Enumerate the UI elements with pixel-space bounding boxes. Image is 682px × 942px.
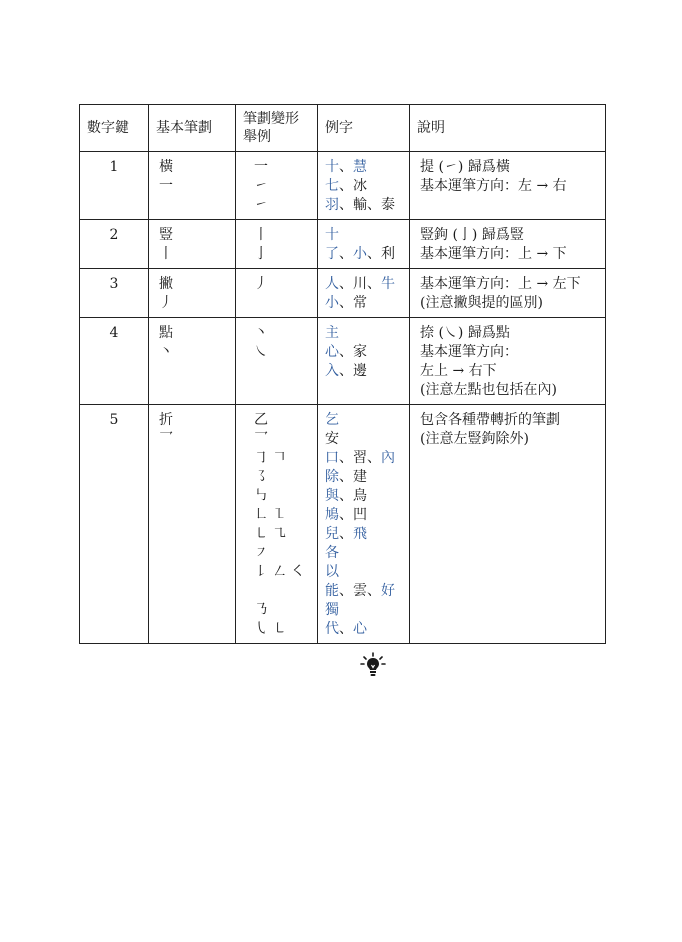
example-char: 雲 [353,583,367,599]
explanation-cell-line: 基本運筆方向： [420,344,518,360]
example-char: 獨 [325,602,339,618]
example-line [325,411,404,430]
example-char: 小 [353,246,367,262]
basic-stroke-cell [149,318,236,405]
example-char: 家 [353,344,367,360]
example-char: 、 [339,159,353,175]
explanation-cell-line: 豎鉤 (亅) 歸爲豎 [420,227,524,243]
example-char: 冰 [353,178,367,194]
example-char: 除 [325,469,339,485]
explanation-cell-line: 包含各種帶轉折的筆劃 [420,412,560,428]
example-char: 鳥 [353,488,367,504]
basic-stroke-cell-line: 丿 [159,295,173,311]
stroke-variant-cell-line: ㇄ ㇈ [254,526,287,542]
example-char: 、 [339,344,353,360]
example-line [325,324,404,343]
number-key-cell: 5 [80,405,149,644]
stroke-variant-cell [236,318,318,405]
example-char: 了 [325,246,339,262]
example-line [325,487,404,506]
example-char: 川 [353,276,367,292]
stroke-variant-cell-line: ㇀ [254,197,268,213]
example-char: 以 [325,564,339,580]
explanation-cell-line: (注意撇與提的區別) [420,295,543,311]
example-char: 、 [367,276,381,292]
example-chars-cell [318,269,410,318]
example-char: 乞 [325,412,339,428]
example-char: 常 [353,295,367,311]
example-line [325,430,404,449]
explanation-cell-line: (注意左豎鉤除外) [420,431,529,447]
basic-stroke-cell [149,405,236,644]
example-char: 飛 [353,526,367,542]
example-char: 能 [325,583,339,599]
example-char: 小 [325,295,339,311]
table-row [80,405,606,644]
stroke-variant-cell-line: ㇇ [254,545,268,561]
example-char: 牛 [381,276,395,292]
number-key-cell: 2 [80,220,149,269]
example-char: 、 [339,178,353,194]
explanation-cell [410,220,606,269]
example-char: 七 [325,178,339,194]
table-row [80,220,606,269]
number-key-cell: 4 [80,318,149,405]
example-char: 十 [325,159,339,175]
example-char: 建 [353,469,367,485]
explanation-cell-line: (注意左點也包括在內) [420,382,557,398]
example-char: 泰 [381,197,395,213]
example-char: 心 [325,344,339,360]
example-line [325,196,404,215]
example-char: 口 [325,450,339,466]
example-chars-cell [318,318,410,405]
basic-stroke-cell-line: 撇 [159,276,173,292]
example-char: 鳩 [325,507,339,523]
stroke-variant-cell [236,220,318,269]
stroke-variant-cell-line: ㇉ [254,488,268,504]
stroke-variant-cell-line: ㇀ [254,178,268,194]
stroke-variant-cell [236,269,318,318]
stroke-variant-cell-line: ㇙ ㇜ ㇛ [254,564,305,580]
basic-stroke-cell [149,152,236,220]
example-char: 羽 [325,197,339,213]
example-line [325,177,404,196]
stroke-variant-cell-line [254,582,312,601]
basic-stroke-cell [149,269,236,318]
example-char: 十 [325,227,339,243]
stroke-variant-cell-line: ㇡ [254,602,268,618]
example-line [325,620,404,639]
example-char: 內 [381,450,395,466]
example-char: 、 [339,488,353,504]
example-chars-cell [318,220,410,269]
stroke-variant-cell-line: ㇗ ㇅ [254,507,287,523]
example-char: 、 [339,363,353,379]
explanation-cell-line: 提 (㇀) 歸爲橫 [420,159,510,175]
example-char: 安 [325,431,339,447]
example-char: 人 [325,276,339,292]
example-char: 、 [339,197,353,213]
basic-stroke-cell-line: 折 [159,412,173,428]
example-line [325,468,404,487]
basic-stroke-cell-line: 橫 [159,159,173,175]
basic-stroke-cell-line: 豎 [159,227,173,243]
example-char: 、 [339,295,353,311]
explanation-cell-line: 捺 (㇏) 歸爲點 [420,325,510,341]
stroke-variant-cell-line: 丿 [254,276,268,292]
stroke-variant-cell-line: 乛 [254,431,268,447]
example-char: 主 [325,325,339,341]
example-char: 、 [367,246,381,262]
example-line [325,563,404,582]
stroke-variant-cell-line: 乙 [254,412,268,428]
header-basic-stroke: 基本筆劃 [149,105,236,152]
example-char: 兒 [325,526,339,542]
example-char: 、 [367,197,381,213]
explanation-cell [410,318,606,405]
example-line [325,294,404,313]
stroke-variant-cell-line: 亅 [254,246,268,262]
example-char: 、 [339,507,353,523]
stroke-variant-cell-line: 一 [254,159,268,175]
explanation-cell-line: 基本運筆方向：上 → 左下 [420,276,581,292]
stroke-variant-cell [236,152,318,220]
example-char: 習 [353,450,367,466]
example-char: 、 [339,621,353,637]
example-char: 利 [381,246,395,262]
example-char: 與 [325,488,339,504]
stroke-variant-cell-line: ㇌ [254,469,268,485]
header-number-key: 數字鍵 [80,105,149,152]
basic-stroke-cell [149,220,236,269]
example-char: 邊 [353,363,367,379]
example-chars-cell [318,152,410,220]
example-char: 、 [339,246,353,262]
example-chars-cell [318,405,410,644]
example-line [325,362,404,381]
example-line [325,601,404,620]
stroke-variant-cell-line: ㇆ 𠃍 [254,450,287,466]
example-char: 、 [367,583,381,599]
stroke-variant-cell-line: ㇂ ㇄ [254,621,287,637]
stroke-variant-cell-line: 丨 [254,227,268,243]
stroke-variant-cell-line: 丶 [254,325,268,341]
basic-stroke-cell-line: 點 [159,325,173,341]
number-key-cell: 3 [80,269,149,318]
example-line [325,275,404,294]
explanation-cell [410,152,606,220]
example-line [325,343,404,362]
example-char: 、 [367,450,381,466]
example-char: 慧 [353,159,367,175]
explanation-cell-line: 左上 → 右下 [420,363,497,379]
stroke-table [79,104,606,644]
example-line [325,525,404,544]
example-char: 、 [339,526,353,542]
example-line [325,506,404,525]
example-char: 入 [325,363,339,379]
table-body [80,152,606,644]
table-header-row [80,105,606,152]
example-char: 、 [339,469,353,485]
example-line [325,226,404,245]
example-line [325,544,404,563]
example-char: 、 [339,450,353,466]
example-char: 凹 [353,507,367,523]
explanation-cell [410,405,606,644]
number-key-cell: 1 [80,152,149,220]
table-row [80,152,606,220]
explanation-cell-line: 基本運筆方向：上 → 下 [420,246,567,262]
table-row [80,269,606,318]
example-char: 好 [381,583,395,599]
lightbulb-tip-icon [359,651,387,679]
explanation-cell-line: 基本運筆方向：左 → 右 [420,178,567,194]
example-char: 、 [339,276,353,292]
basic-stroke-cell-line: 丨 [159,246,173,262]
stroke-variant-cell [236,405,318,644]
table-row [80,318,606,405]
example-char: 代 [325,621,339,637]
basic-stroke-cell-line: 一 [159,178,173,194]
example-line [325,449,404,468]
explanation-cell [410,269,606,318]
example-line [325,158,404,177]
example-line [325,582,404,601]
header-stroke-variants: 筆劃變形 舉例 [236,105,318,152]
header-explanation: 說明 [410,105,606,152]
example-char: 各 [325,545,339,561]
basic-stroke-cell-line: 乛 [159,431,173,447]
example-char: 輸 [353,197,367,213]
stroke-variant-cell-line: ㇏ [254,344,268,360]
header-example-chars: 例字 [318,105,410,152]
example-line [325,245,404,264]
basic-stroke-cell-line: 丶 [159,344,173,360]
example-char: 、 [339,583,353,599]
example-char: 心 [353,621,367,637]
